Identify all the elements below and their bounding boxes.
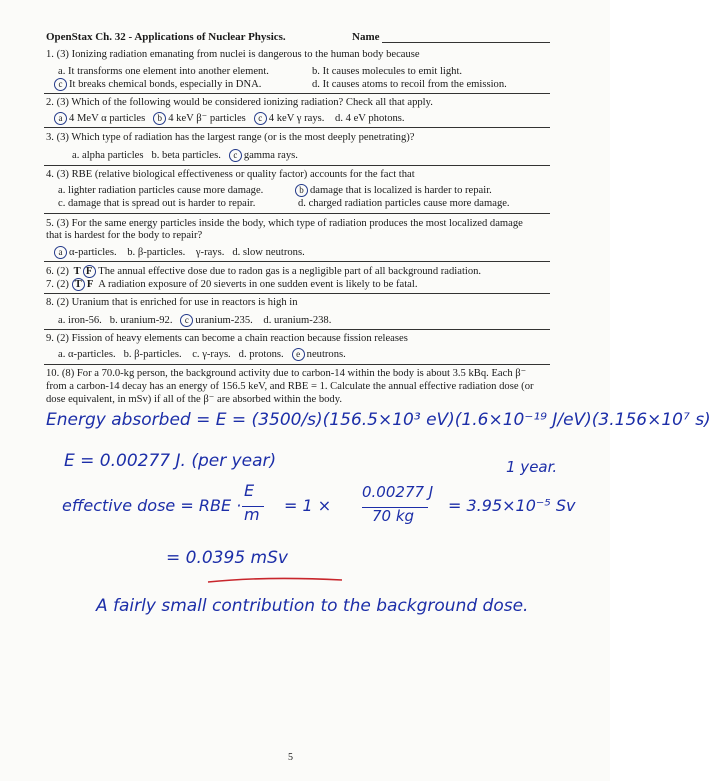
true-mark: T — [73, 266, 81, 277]
handwritten-frac-e-num: E — [244, 481, 255, 500]
divider — [44, 364, 550, 365]
q2-options: a 4 MeV α particles b 4 keV β⁻ particles c 4 keV γ rays. d. 4 eV photons. — [54, 112, 405, 126]
handwritten-dose-label: effective dose = RBE · — [62, 496, 242, 515]
false-circled-mark: F — [83, 265, 96, 278]
q9-options: a. α-particles. b. β-particles. c. γ-rays. d. protons. e neutrons. — [58, 349, 346, 360]
worksheet-title: OpenStax Ch. 32 - Applications of Nuclear Physics. — [46, 31, 286, 43]
q10-prompt-line3: dose equivalent, in mSv) if all of the β⁻ are absorbed within the body. — [46, 394, 342, 405]
q1-prompt: 1. (3) Ionizing radiation emanating from nuclei is dangerous to the human body because — [46, 49, 420, 60]
q1-option-c: c It breaks chemical bonds, especially in DNA. — [54, 78, 261, 92]
handwritten-equals-one: = 1 × — [284, 496, 332, 515]
q1-option-d: d. It causes atoms to recoil from the emission. — [312, 79, 507, 90]
handwritten-energy-result: E = 0.00277 J. (per year) — [64, 451, 277, 471]
answer-circle-mark: c — [254, 112, 267, 125]
answer-circle-mark: b — [153, 112, 166, 125]
answer-circle-mark: e — [292, 348, 305, 361]
q1-option-a: a. It transforms one element into another element. — [58, 66, 269, 77]
divider — [44, 127, 550, 128]
true-circled-mark: T — [72, 278, 85, 291]
handwritten-dose-result: = 3.95×10⁻⁵ Sv — [448, 496, 576, 515]
q1-option-b: b. It causes molecules to emit light. — [312, 66, 463, 77]
q8-prompt: 8. (2) Uranium that is enriched for use in reactors is high in — [46, 297, 298, 308]
red-underline — [206, 574, 346, 586]
handwritten-conclusion: A fairly small contribution to the background dose. — [96, 596, 529, 616]
q5-prompt-line1: 5. (3) For the same energy particles inside the body, which type of radiation produces the most localized damage — [46, 218, 523, 229]
divider — [44, 329, 550, 330]
divider — [44, 165, 550, 166]
handwritten-frac-num: 0.00277 J — [362, 483, 434, 501]
q4-option-c: c. damage that is spread out is harder to repair. — [58, 198, 256, 209]
answer-circle-mark: b — [295, 184, 308, 197]
q5-prompt-line2: that is hardest for the body to repair? — [46, 230, 203, 241]
q4-option-d: d. charged radiation particles cause more damage. — [298, 198, 510, 209]
divider — [44, 261, 550, 262]
q5-options: a α-particles. b. β-particles. γ-rays. d. slow neutrons. — [54, 246, 305, 260]
answer-circle-mark: c — [229, 149, 242, 162]
q6-row: 6. (2) T F The annual effective dose due to radon gas is a negligible part of all background radiation. — [46, 266, 482, 277]
q10-prompt-line1: 10. (8) For a 70.0-kg person, the background activity due to carbon-14 within the body is about 3.5 kBq. Each β⁻ — [46, 368, 527, 379]
divider — [44, 93, 550, 94]
handwritten-frac-den: 70 kg — [372, 507, 415, 525]
q4-option-a: a. lighter radiation particles cause more damage. — [58, 185, 264, 196]
handwritten-frac-e-den: m — [244, 505, 260, 524]
name-label: Name — [352, 31, 380, 43]
q2-prompt: 2. (3) Which of the following would be considered ionizing radiation? Check all that apply. — [46, 97, 433, 108]
q8-options: a. iron-56. b. uranium-92. c uranium-235. d. uranium-238. — [58, 315, 332, 326]
page-number: 5 — [288, 752, 293, 763]
answer-circle-mark: c — [54, 78, 67, 91]
answer-circle-mark: c — [180, 314, 193, 327]
q9-prompt: 9. (2) Fission of heavy elements can become a chain reaction because fission releases — [46, 333, 408, 344]
answer-circle-mark: a — [54, 112, 67, 125]
false-mark: F — [86, 279, 94, 290]
q3-prompt: 3. (3) Which type of radiation has the largest range (or is the most deeply penetrating)? — [46, 132, 415, 143]
handwritten-energy-line: Energy absorbed = E = (3500/s)(156.5×10³ eV)(1.6×10⁻¹⁹ J/eV)(3.156×10⁷ s) — [46, 410, 711, 430]
q7-row: 7. (2) T F A radiation exposure of 20 sieverts in one sudden event is likely to be fatal. — [46, 279, 418, 290]
divider — [44, 293, 550, 294]
q10-prompt-line2: from a carbon-14 decay has an energy of 156.5 keV, and RBE = 1. Calculate the annual effective radiation dose (or — [46, 381, 534, 392]
answer-circle-mark: a — [54, 246, 67, 259]
q4-option-b: b damage that is localized is harder to repair. — [295, 184, 492, 198]
handwritten-one-year: 1 year. — [506, 458, 558, 476]
q3-options: a. alpha particles b. beta particles. c gamma rays. — [72, 150, 298, 161]
divider — [44, 213, 550, 214]
name-line — [382, 42, 550, 43]
q4-prompt: 4. (3) RBE (relative biological effectiveness or quality factor) accounts for the fact that — [46, 169, 415, 180]
handwritten-final-answer: = 0.0395 mSv — [166, 548, 288, 568]
